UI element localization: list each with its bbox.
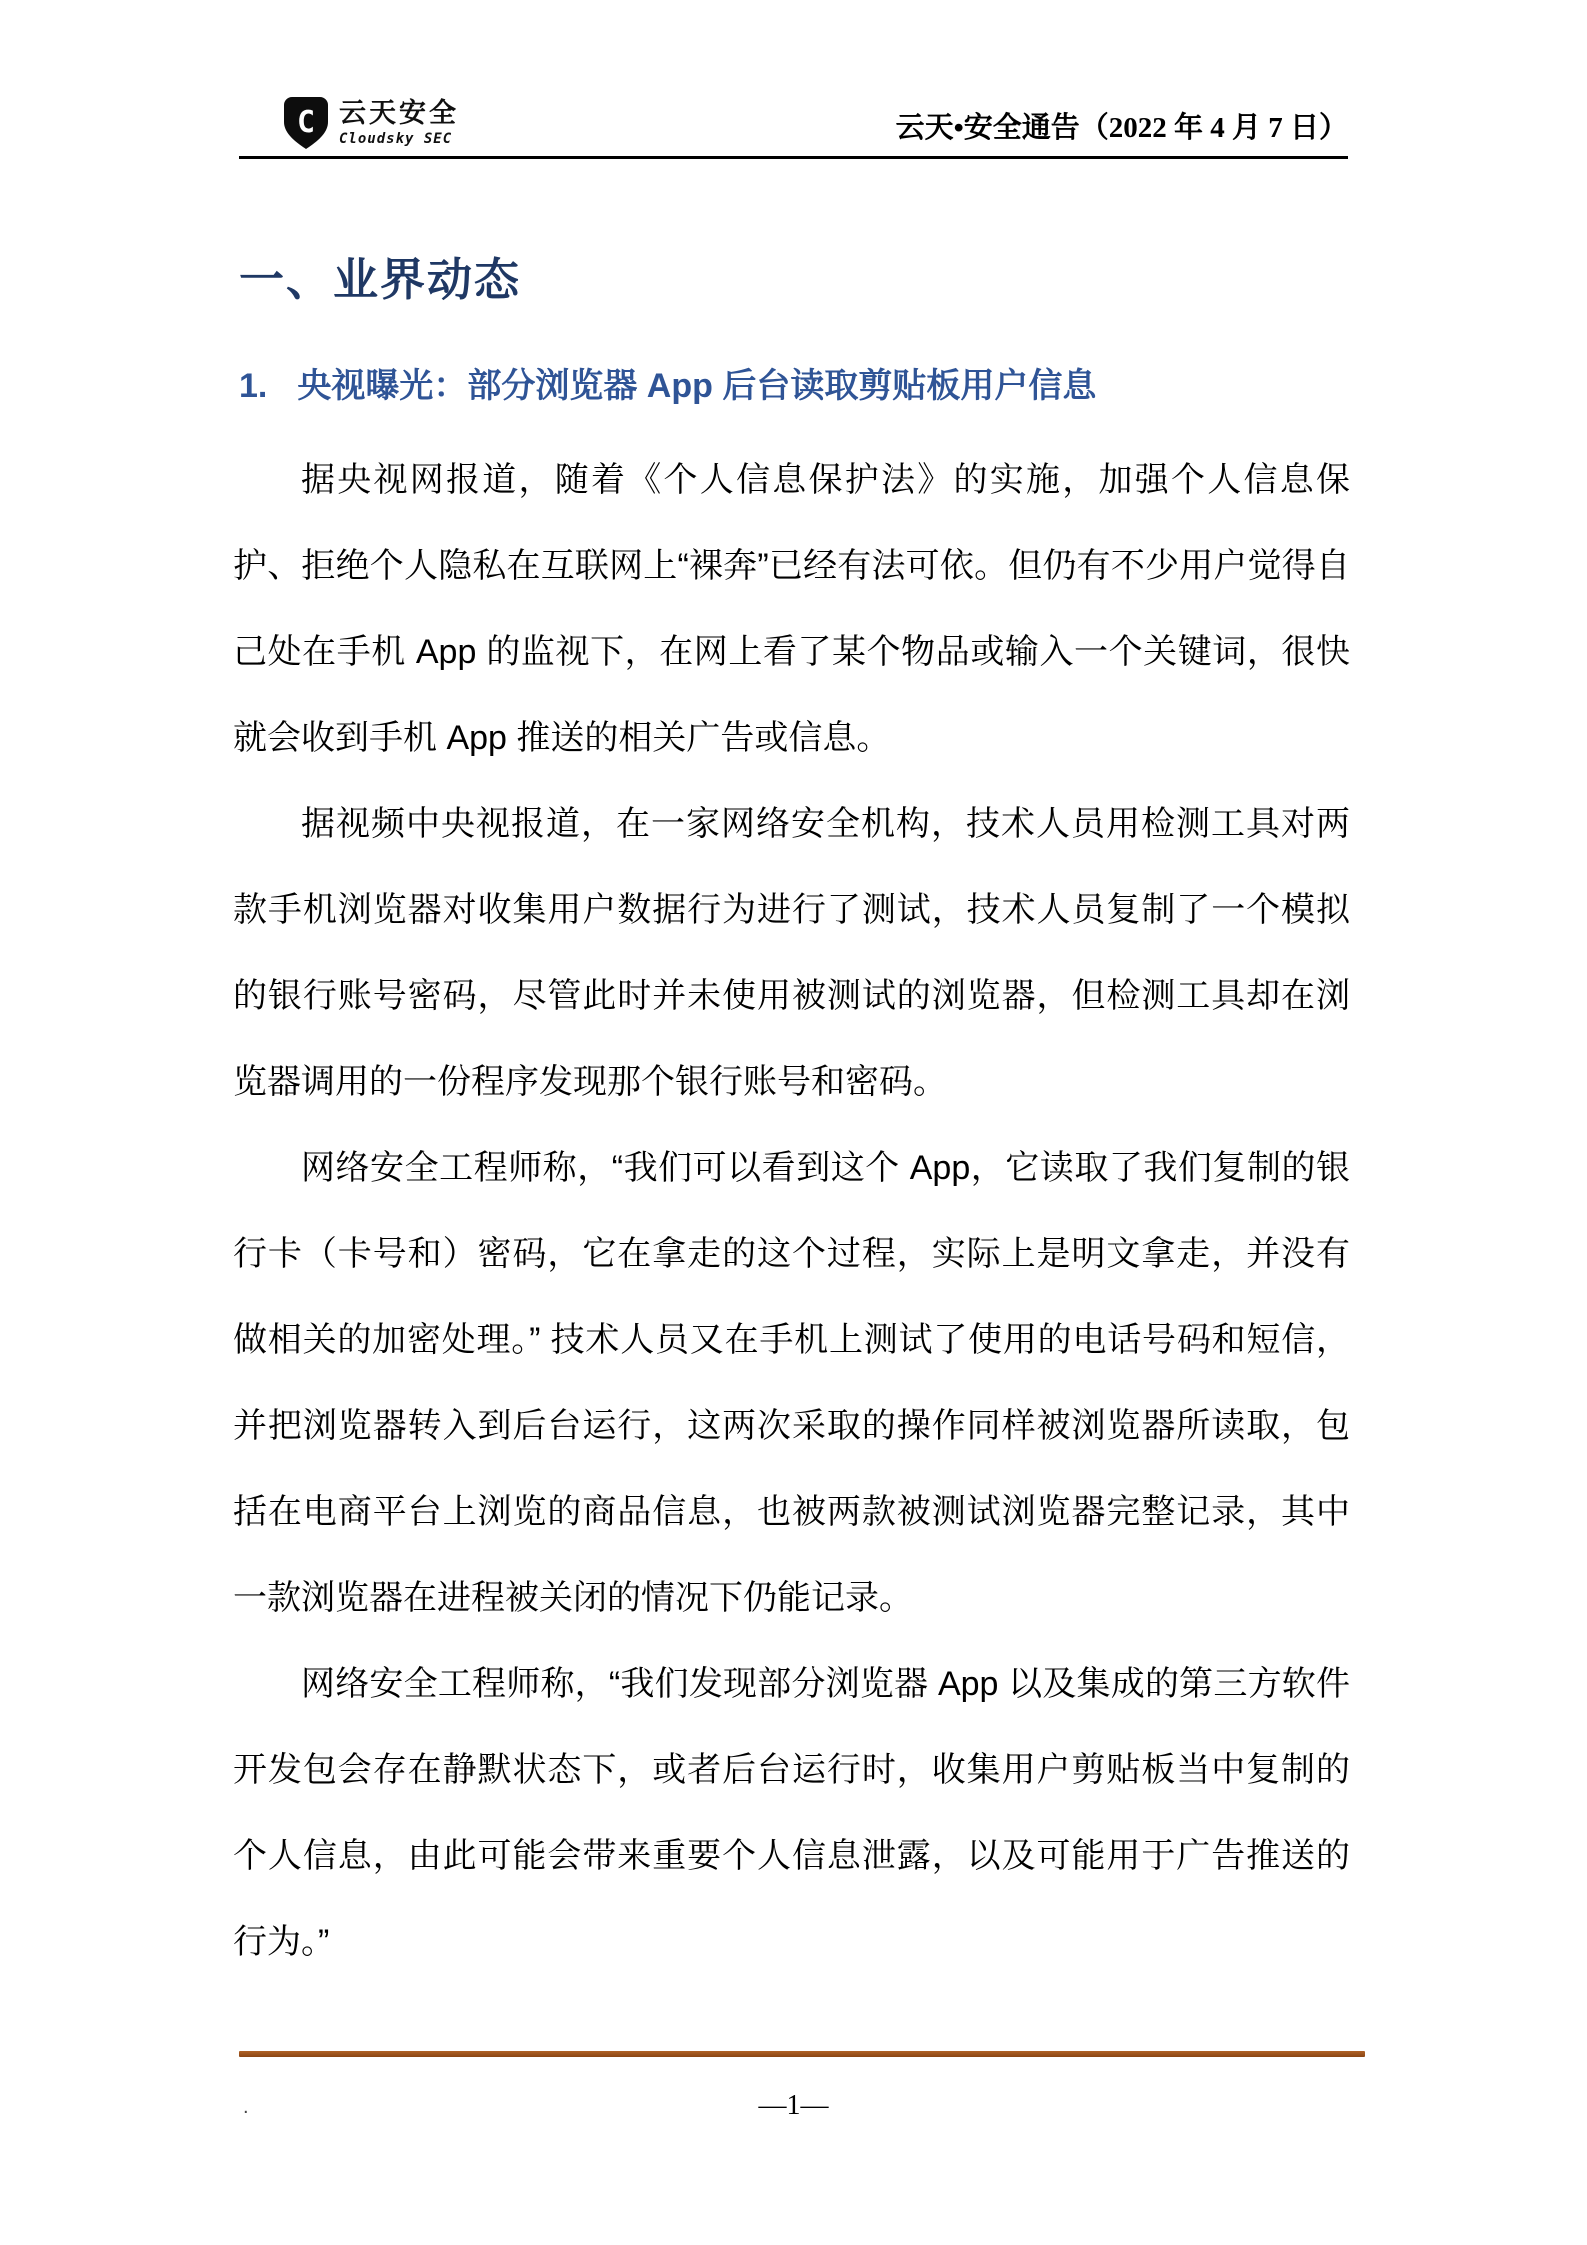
article-number: 1.	[239, 367, 268, 405]
svg-text:C: C	[296, 105, 316, 140]
brand-name-en: Cloudsky SEC	[339, 131, 453, 147]
logo-wordmark	[339, 100, 459, 146]
page-header	[239, 0, 1348, 159]
shield-c-icon	[283, 96, 329, 150]
section-heading: 一、业界动态	[239, 254, 522, 305]
paragraph: 网络安全工程师称，“我们发现部分浏览器 App 以及集成的第三方软件开发包会存在静默状态下，或者后台运行时，收集用户剪贴板当中复制的个人信息，由此可能会带来重要个人信息泄露，以及可能用于广告推送的行为。”	[233, 1665, 1350, 1961]
cloudsky-logo	[239, 96, 459, 150]
footer-left-mark: .	[243, 2096, 249, 2118]
article-title: 央视曝光：部分浏览器 App 后台读取剪贴板用户信息	[297, 367, 1097, 405]
paragraph: 据央视网报道，随着《个人信息保护法》的实施，加强个人信息保护、拒绝个人隐私在互联网上“裸奔”已经有法可依。但仍有不少用户觉得自己处在手机 App 的监视下，在网上看了某个物品或输入一个关键词，很快就会收到手机 App 推送的相关广告或信息。	[233, 461, 1350, 757]
brand-name-cn: 云天安全	[339, 98, 459, 128]
footer-rule	[239, 2051, 1365, 2057]
paragraph: 据视频中央视报道，在一家网络安全机构，技术人员用检测工具对两款手机浏览器对收集用户数据行为进行了测试，技术人员复制了一个模拟的银行账号密码，尽管此时并未使用被测试的浏览器，但检测工具却在浏览器调用的一份程序发现那个银行账号和密码。	[233, 805, 1350, 1101]
page-number: —1—	[758, 2090, 829, 2121]
paragraph: 网络安全工程师称，“我们可以看到这个 App，它读取了我们复制的银行卡（卡号和）密码，它在拿走的这个过程，实际上是明文拿走，并没有做相关的加密处理。” 技术人员又在手机上测试了使用的电话号码和短信，并把浏览器转入到后台运行，这两次采取的操作同样被浏览器所读取，包括在电商平台上浏览的商品信息，也被两款被测试浏览器完整记录，其中一款浏览器在进程被关闭的情况下仍能记录。	[233, 1149, 1350, 1617]
article-heading	[239, 365, 1348, 407]
bulletin-title: 云天•安全通告（2022 年 4 月 7 日）	[895, 112, 1348, 144]
article-body	[233, 437, 1350, 1985]
